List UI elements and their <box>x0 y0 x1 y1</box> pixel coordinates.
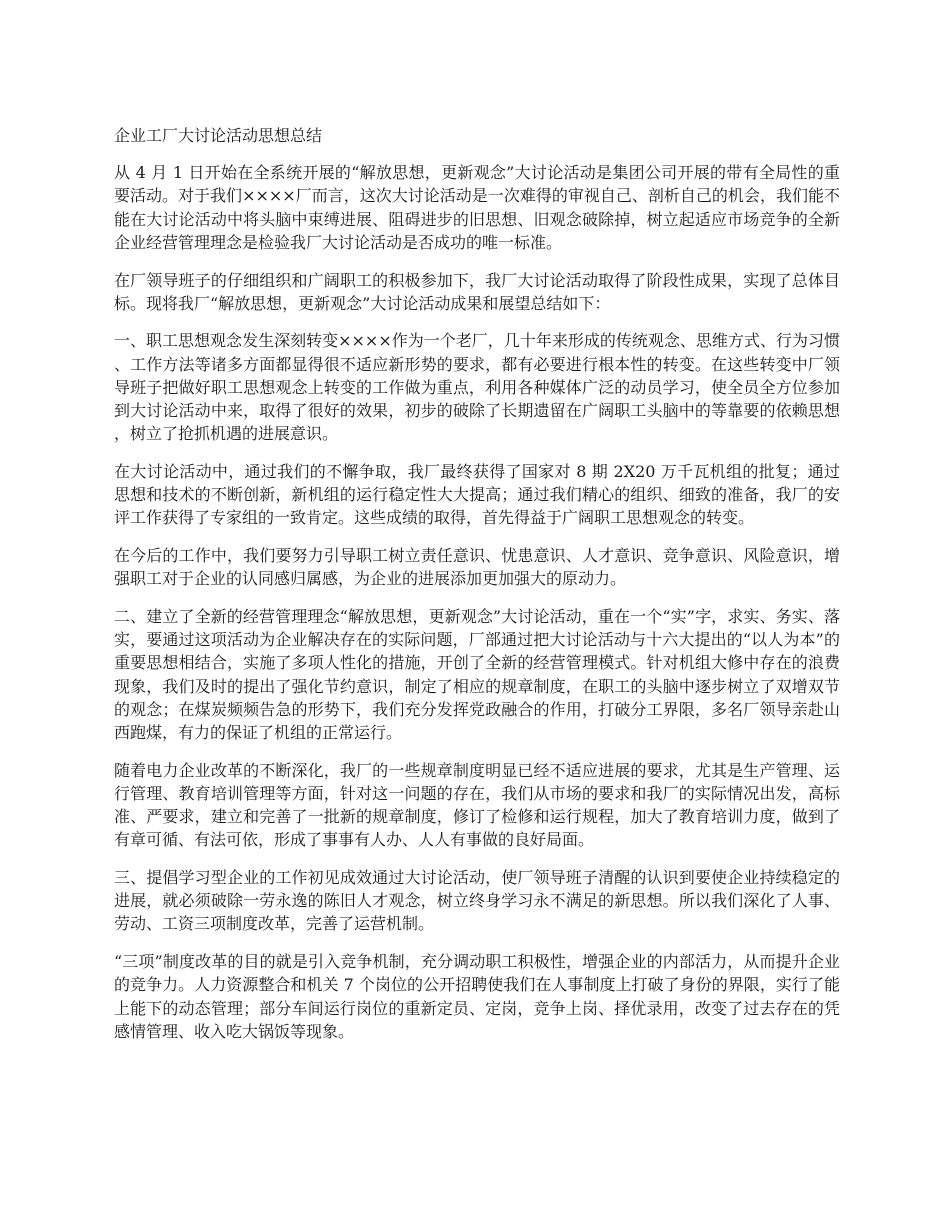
paragraph: 随着电力企业改革的不断深化，我厂的一些规章制度明显已经不适应进展的要求，尤其是生产管理、运行管理、教育培训管理等方面，针对这一问题的存在，我们从市场的要求和我厂的实际情况出发，高标准、严要求，建立和完善了一批新的规章制度，修订了检修和运行规程，加大了教育培训力度，做到了有章可循、有法可依，形成了事事有人办、人人有事做的良好局面。 <box>114 760 840 850</box>
paragraph: 在今后的工作中，我们要努力引导职工树立责任意识、忧患意识、人才意识、竞争意识、风险意识，增强职工对于企业的认同感归属感，为企业的进展添加更加强大的原动力。 <box>114 546 840 589</box>
document-body <box>114 124 840 1057</box>
paragraph: 从 4 月 1 日开始在全系统开展的“解放思想，更新观念”大讨论活动是集团公司开展的带有全局性的重要活动。对于我们××××厂而言，这次大讨论活动是一次难得的审视自己、剖析自己的机会，我们能不能在大讨论活动中将头脑中束缚进展、阻碍进步的旧思想、旧观念破除掉，树立起适应市场竞争的全新企业经营管理理念是检验我厂大讨论活动是否成功的唯一标准。 <box>114 163 840 252</box>
paragraph: 在大讨论活动中，通过我们的不懈争取，我厂最终获得了国家对 8 期 2X20 万千瓦机组的批复；通过思想和技术的不断创新，新机组的运行稳定性大大提高；通过我们精心的组织、细致的准备，我厂的安评工作获得了专家组的一致肯定。这些成绩的取得，首先得益于广阔职工思想观念的转变。 <box>114 461 840 528</box>
paragraph: “三项”制度改革的目的就是引入竞争机制，充分调动职工积极性，增强企业的内部活力，从而提升企业的竞争力。人力资源整合和机关 7 个岗位的公开招聘使我们在人事制度上打破了身份的界限，实行了能上能下的动态管理；部分车间运行岗位的重新定员、定岗，竞争上岗、择优录用，改变了过去存在的凭感情管理、收入吃大锅饭等现象。 <box>114 952 840 1041</box>
paragraph: 在厂领导班子的仔细组织和广阔职工的积极参加下，我厂大讨论活动取得了阶段性成果，实现了总体目标。现将我厂“解放思想，更新观念”大讨论活动成果和展望总结如下： <box>114 270 840 313</box>
paragraph: 二、建立了全新的经营管理理念“解放思想，更新观念”大讨论活动，重在一个“实”字，求实、务实、落实，要通过这项活动为企业解决存在的实际问题，厂部通过把大讨论活动与十六大提出的“以人为本”的重要思想相结合，实施了多项人性化的措施，开创了全新的经营管理模式。针对机组大修中存在的浪费现象，我们及时的提出了强化节约意识，制定了相应的规章制度，在职工的头脑中逐步树立了双增双节的观念；在煤炭频频告急的形势下，我们充分发挥党政融合的作用，打破分工界限，多名厂领导亲赴山西跑煤，有力的保证了机组的正常运行。 <box>114 606 840 742</box>
document-title: 企业工厂大讨论活动思想总结 <box>114 126 323 145</box>
paragraph: 三、提倡学习型企业的工作初见成效通过大讨论活动，使厂领导班子清醒的认识到要使企业持续稳定的进展，就必须破除一劳永逸的陈旧人才观念，树立终身学习永不满足的新思想。所以我们深化了人事、劳动、工资三项制度改革，完善了运营机制。 <box>114 867 840 934</box>
paragraph: 一、职工思想观念发生深刻转变××××作为一个老厂，几十年来形成的传统观念、思维方式、行为习惯、工作方法等诸多方面都显得很不适应新形势的要求，都有必要进行根本性的转变。在这些转变中厂领导班子把做好职工思想观念上转变的工作做为重点，利用各种媒体广泛的动员学习，使全员全方位参加到大讨论活动中来，取得了很好的效果，初步的破除了长期遗留在广阔职工头脑中的等靠要的依赖思想，树立了抢抓机遇的进展意识。 <box>114 331 840 444</box>
